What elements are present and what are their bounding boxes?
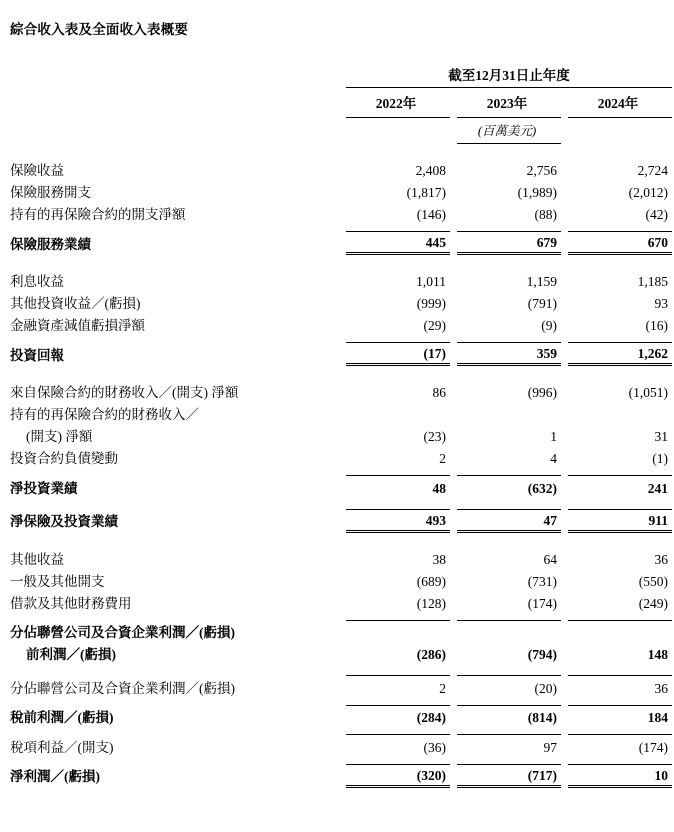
col-gap: [561, 118, 568, 144]
row-value-2023: (1,989): [517, 185, 557, 200]
table-row: [8, 380, 672, 402]
table-row: [8, 424, 672, 446]
header-years-row: [8, 88, 672, 118]
spacer: [8, 468, 672, 476]
table-row: [8, 676, 672, 698]
row-value-2022: 2,408: [415, 163, 446, 178]
row-label-line1: 持有的再保險合約的財務收入／: [10, 407, 199, 422]
row-value-2022: (17): [346, 343, 450, 365]
row-label-line2: (開支) 淨額: [26, 429, 93, 444]
row-value-2023: (996): [527, 385, 557, 400]
table-row: [8, 180, 672, 202]
header-unit: (百萬美元): [457, 118, 561, 144]
row-label: 稅項利益／(開支): [10, 739, 114, 755]
row-label: 借款及其他財務費用: [10, 595, 132, 611]
row-value-2023: (791): [527, 296, 557, 311]
row-value-2023: (9): [541, 318, 557, 333]
row-value-2023: 679: [457, 232, 561, 254]
table-total-row: [8, 509, 672, 531]
row-value-2022: 48: [346, 476, 450, 498]
row-value-2023: (731): [527, 573, 557, 589]
page-title: 綜合收入表及全面收入表概要: [10, 22, 189, 37]
row-label: 其他投資收益／(虧損): [10, 296, 141, 311]
row-value-2024: 184: [568, 705, 672, 727]
row-value-2022: 445: [346, 232, 450, 254]
unit-gap-right: [568, 118, 672, 144]
spacer: [8, 144, 672, 159]
row-value-2022: (999): [416, 296, 446, 311]
row-value-2023: 97: [457, 735, 561, 757]
row-value-2022: (1,817): [406, 185, 446, 200]
row-value-2023: 359: [457, 343, 561, 365]
header-period-row: [8, 64, 672, 88]
row-value-2023: (794): [527, 647, 557, 662]
table-row: [8, 202, 672, 224]
header-year-2022: 2022年: [346, 88, 450, 118]
years-spacer: [8, 88, 346, 118]
spacer: [8, 531, 672, 547]
col-gap: [561, 88, 568, 118]
row-value-2024: 670: [568, 232, 672, 254]
spacer: [8, 698, 672, 706]
row-label: 保險收益: [10, 163, 64, 178]
row-label: 分佔聯營公司及合資企業利潤／(虧損): [10, 680, 235, 696]
row-value-2023: 4: [550, 451, 557, 466]
row-value-2023: 64: [543, 551, 557, 567]
row-value-2022: (36): [346, 735, 450, 757]
row-value-2022: 2: [346, 676, 450, 698]
row-label: 其他收益: [10, 551, 64, 567]
row-value-2022: (23): [423, 429, 446, 444]
row-value-2022: (146): [416, 207, 446, 222]
row-label: 來自保險合約的財務收入／(開支) 淨額: [10, 385, 239, 400]
row-value-2022: (284): [346, 705, 450, 727]
header-year-2024: 2024年: [568, 88, 672, 118]
table-total-row: [8, 620, 672, 642]
row-value-2024: 241: [568, 476, 672, 498]
spacer: [8, 224, 672, 232]
row-value-2022: (286): [416, 647, 446, 662]
header-spacer: [8, 64, 346, 88]
row-label: 利息收益: [10, 274, 64, 289]
row-value-2024: 2,724: [637, 163, 669, 178]
table-row: [8, 158, 672, 180]
table-row: [8, 569, 672, 591]
row-value-2024: 911: [568, 509, 672, 531]
table-total-row: [8, 705, 672, 727]
row-value-2023: (814): [457, 705, 561, 727]
row-value-2024: 31: [654, 429, 669, 444]
table-row: [8, 313, 672, 335]
row-value-2024: (2,012): [628, 185, 669, 200]
row-value-2023: (88): [534, 207, 557, 222]
row-value-2022: 38: [432, 551, 446, 567]
row-value-2022: (320): [346, 764, 450, 786]
row-value-2023: (20): [457, 676, 561, 698]
row-value-2024: 1,185: [637, 274, 669, 289]
table-row: [8, 547, 672, 569]
table-row: [8, 291, 672, 313]
table-total-row: [8, 232, 672, 254]
row-label-line1: 分佔聯營公司及合資企業利潤／(虧損): [10, 625, 235, 640]
row-label-line2: 前利潤／(虧損): [26, 647, 116, 662]
row-value-2022: 493: [346, 509, 450, 531]
spacer: [8, 727, 672, 735]
row-value-2023: (632): [457, 476, 561, 498]
row-label: 稅前利潤／(虧損): [10, 710, 114, 725]
row-value-2022: 1,011: [416, 274, 446, 289]
financial-summary-table: [8, 64, 672, 788]
row-label: 投資合約負債變動: [10, 451, 118, 466]
spacer: [8, 335, 672, 343]
row-value-2023: 2,756: [526, 163, 557, 178]
table-row: [8, 591, 672, 613]
row-value-2024: (16): [645, 318, 669, 333]
row-value-2024: 93: [654, 296, 669, 311]
table-row: [8, 269, 672, 291]
row-value-2024: (1): [652, 451, 669, 466]
row-value-2024: (550): [638, 573, 669, 589]
row-label: 淨投資業績: [10, 480, 78, 496]
row-value-2022: 2: [439, 451, 446, 466]
col-gap: [450, 88, 457, 118]
unit-spacer: [8, 118, 346, 144]
row-value-2024: (1,051): [628, 385, 669, 400]
row-value-2022: (689): [416, 573, 446, 589]
row-value-2024: 36: [654, 551, 669, 567]
row-label: 金融資產減值虧損淨額: [10, 318, 145, 333]
row-value-2023: (717): [457, 764, 561, 786]
header-period: 截至12月31日止年度: [448, 68, 570, 83]
row-value-2022: 86: [432, 385, 446, 400]
table-total-row: [8, 476, 672, 498]
spacer: [8, 613, 672, 621]
row-value-2024: (249): [638, 595, 669, 611]
row-label: 保險服務開支: [10, 185, 91, 200]
table-total-row: [8, 343, 672, 365]
spacer: [8, 365, 672, 381]
col-gap: [450, 118, 457, 144]
spacer: [8, 664, 672, 676]
row-value-2024: 148: [647, 647, 669, 662]
table-row: [8, 735, 672, 757]
spacer: [8, 498, 672, 510]
row-value-2023: 1,159: [526, 274, 557, 289]
row-value-2023: 1: [550, 429, 557, 444]
row-value-2024: (42): [645, 207, 669, 222]
row-label: 淨利潤／(虧損): [10, 769, 100, 784]
row-value-2024: 1,262: [568, 343, 672, 365]
table-total-row: [8, 764, 672, 786]
row-value-2022: (29): [423, 318, 446, 333]
row-label: 保險服務業績: [10, 236, 91, 252]
row-value-2022: (128): [416, 595, 446, 611]
table-row: [8, 446, 672, 468]
unit-gap-left: [346, 118, 450, 144]
spacer: [8, 757, 672, 765]
row-label: 持有的再保險合約的開支淨額: [10, 207, 186, 222]
row-value-2023: 47: [457, 509, 561, 531]
header-unit-row: [8, 118, 672, 144]
row-label: 投資回報: [10, 347, 64, 363]
row-label: 一般及其他開支: [10, 573, 105, 589]
row-value-2023: (174): [527, 595, 557, 611]
table-total-row-cont: [8, 642, 672, 664]
row-value-2024: 10: [568, 764, 672, 786]
row-value-2024: (174): [568, 735, 672, 757]
row-label: 淨保險及投資業績: [10, 514, 118, 529]
table-row: [8, 402, 672, 424]
row-value-2024: 36: [568, 676, 672, 698]
header-year-2023: 2023年: [457, 88, 561, 118]
spacer: [8, 254, 672, 270]
